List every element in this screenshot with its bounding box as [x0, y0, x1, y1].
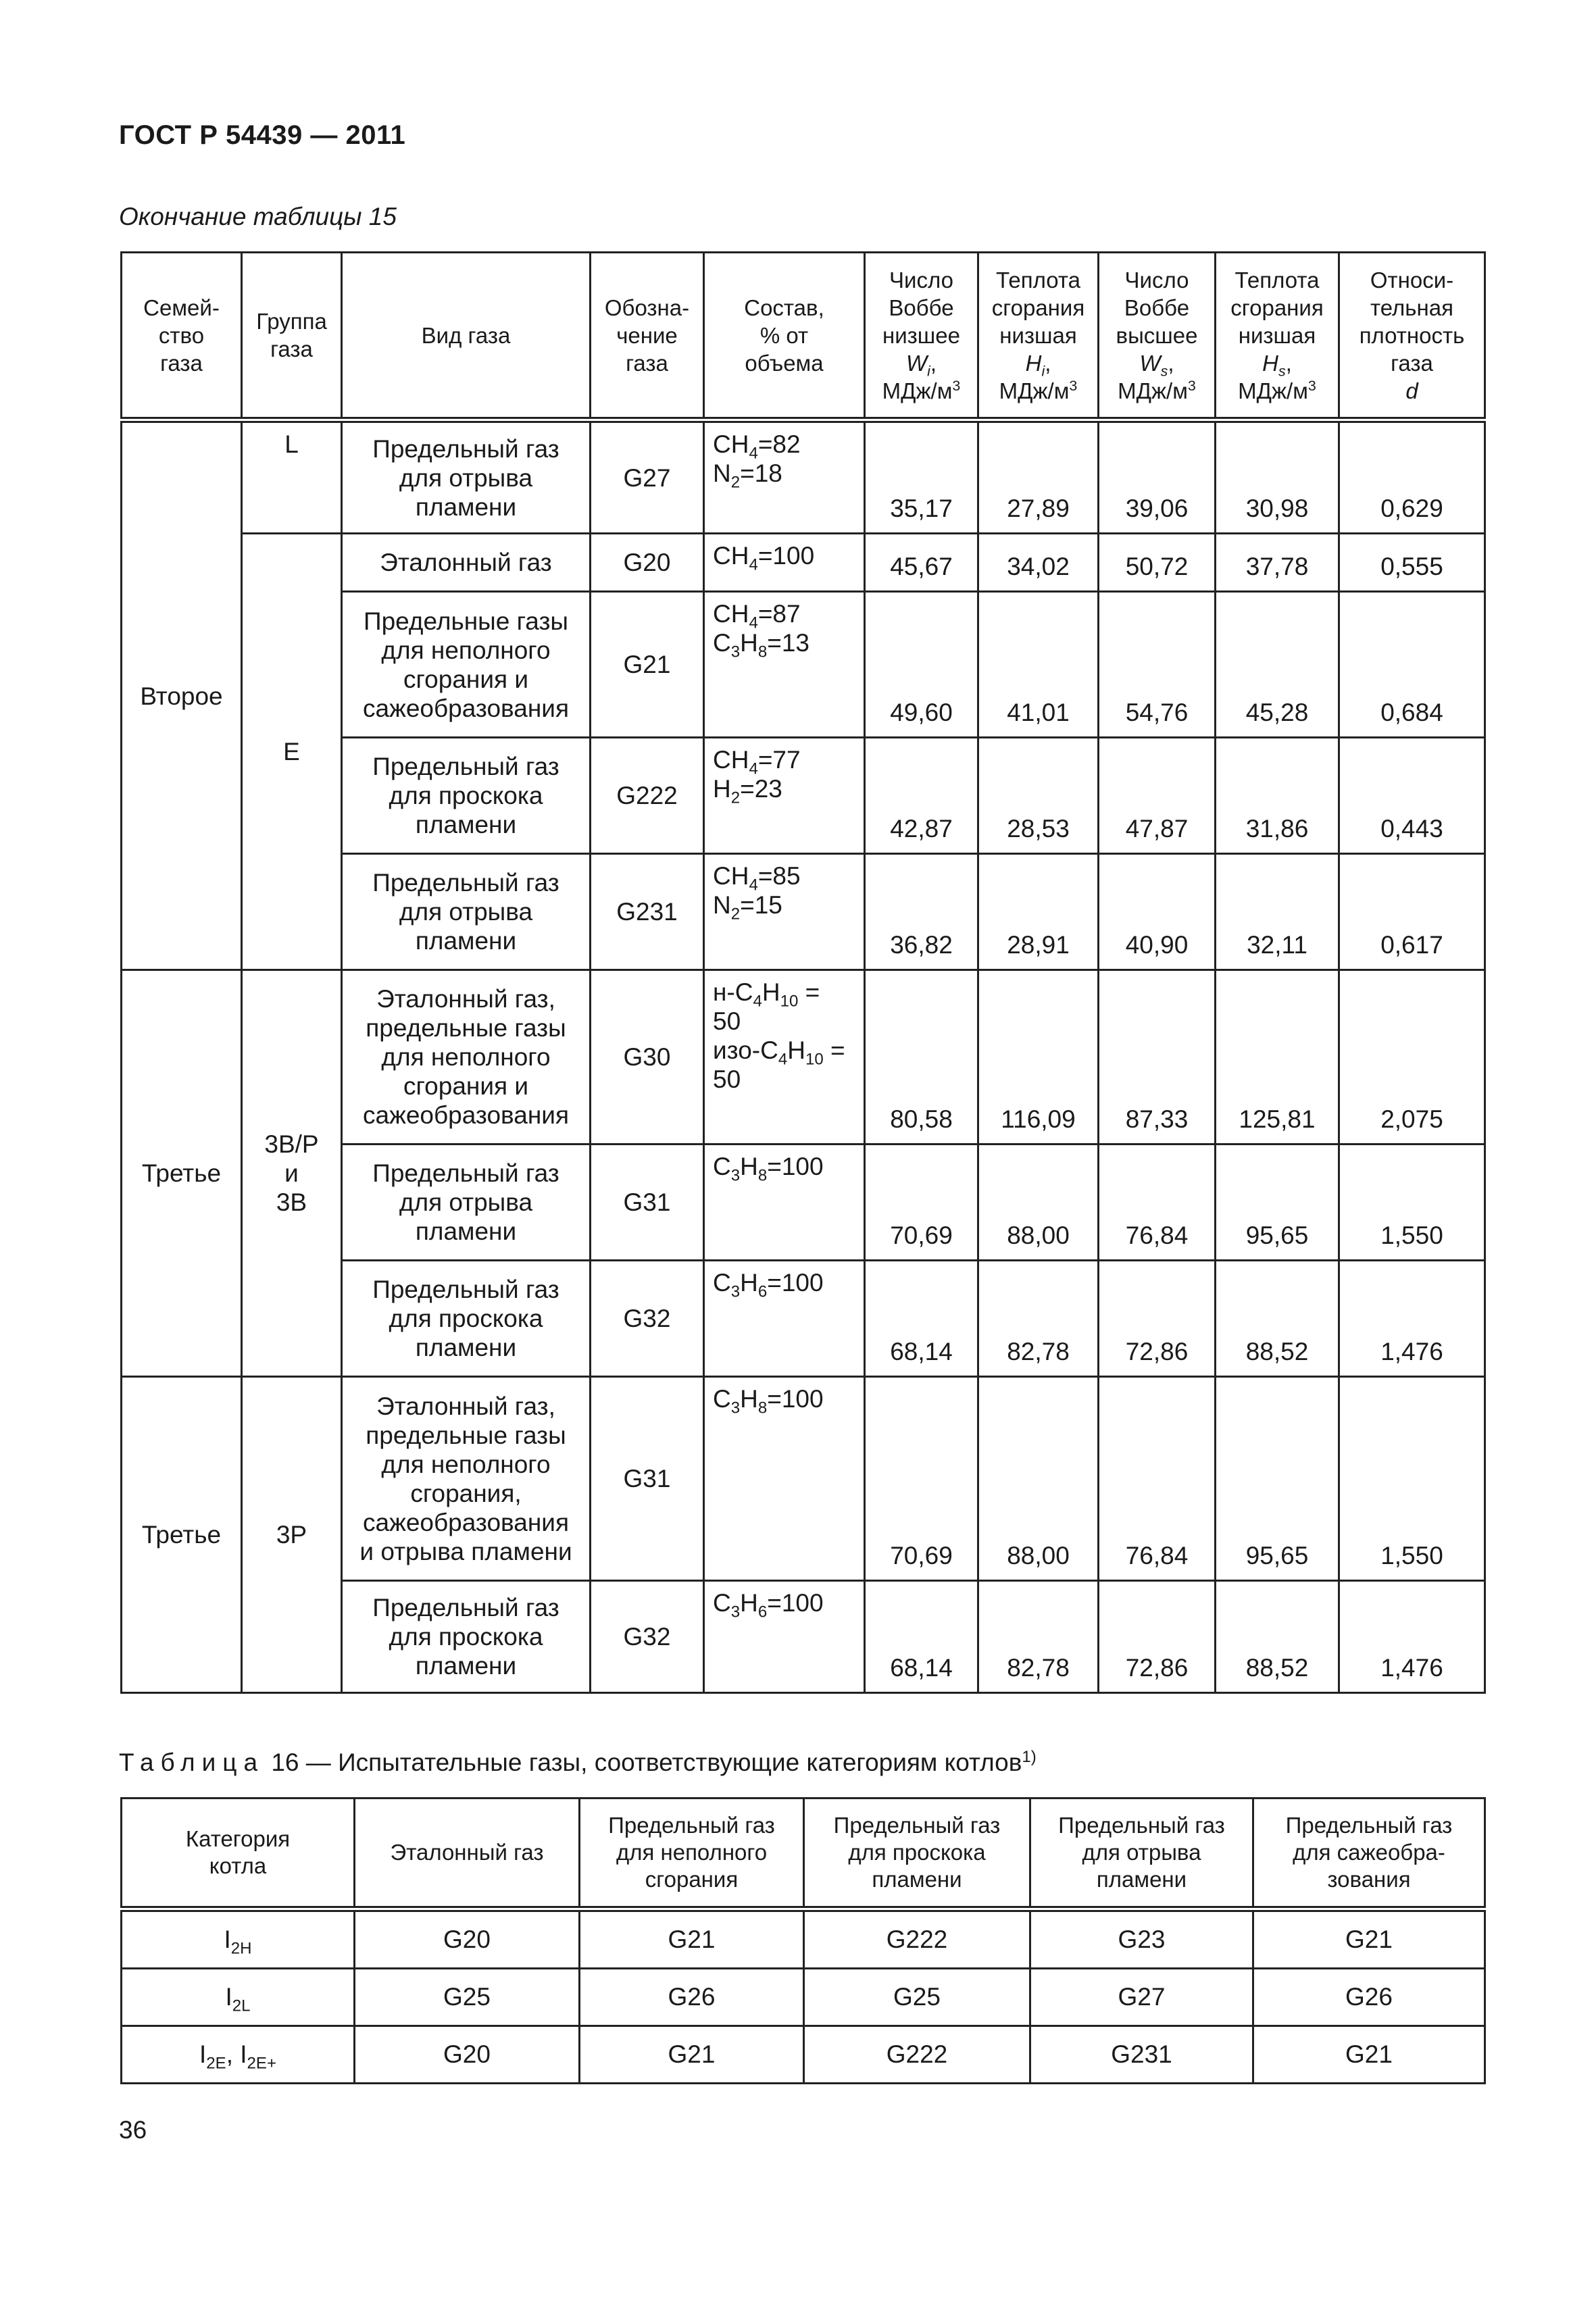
gas-kind-line: для отрыва: [399, 1188, 533, 1216]
flame-lift-cell: G231: [1030, 2026, 1253, 2084]
header-reference-gas: [355, 1799, 580, 1909]
gas-kind-line: предельные газы: [366, 1421, 566, 1449]
header-line: Предельный газ: [1058, 1813, 1225, 1838]
heat-low-cell: 41,01: [978, 592, 1099, 738]
formula-subscript: 3: [730, 1166, 741, 1185]
formula-text: C: [713, 1589, 731, 1617]
reference-gas-cell: G20: [355, 2026, 580, 2084]
group-cell: L: [242, 420, 342, 534]
header-line: пламени: [1096, 1867, 1187, 1892]
header-gas-kind: Вид газа: [342, 253, 591, 420]
gas-code-cell: G30: [591, 970, 704, 1145]
gas-kind-line: сажеобразования: [363, 694, 569, 722]
header-line: для сажеобра-: [1293, 1840, 1445, 1865]
heat-high-cell: 88,52: [1216, 1261, 1339, 1377]
composition-cell: [704, 420, 865, 534]
gas-kind-cell: [342, 592, 591, 738]
formula-text: CH: [713, 746, 749, 774]
formula-text: CH: [713, 600, 749, 628]
formula-text: =100: [767, 1385, 824, 1413]
gas-kind-line: Эталонный газ: [380, 549, 552, 576]
gas-kind-line: для неполного: [381, 636, 551, 664]
header-flame-lift: [1030, 1799, 1253, 1909]
composition-line: [713, 1384, 858, 1417]
composition-line: [713, 1588, 858, 1621]
heat-low-cell: 88,00: [978, 1377, 1099, 1581]
formula-subscript: 2E: [206, 2054, 226, 2073]
gas-kind-line: пламени: [415, 1334, 517, 1361]
heat-high-cell: 37,78: [1216, 534, 1339, 592]
formula-text: =100: [767, 1269, 824, 1297]
family-cell: Второе: [122, 420, 242, 970]
composition-cell: [704, 970, 865, 1145]
formula-subscript: 3: [730, 1399, 741, 1417]
formula-text: =85: [757, 862, 801, 890]
gas-kind-cell: [342, 534, 591, 592]
density-cell: 0,555: [1339, 534, 1485, 592]
gas-kind-line: и отрыва пламени: [359, 1537, 572, 1565]
formula-text: I: [224, 1926, 231, 1953]
formula-text: H: [762, 978, 780, 1006]
formula-text: H: [787, 1036, 805, 1064]
wobbe-low-cell: 70,69: [865, 1145, 978, 1261]
table-row: [122, 420, 1485, 534]
table-row: [122, 534, 1485, 592]
composition-line: [713, 1065, 858, 1094]
heat-high-cell: 88,52: [1216, 1581, 1339, 1693]
composition-line: [713, 430, 858, 463]
wobbe-high-cell: 50,72: [1099, 534, 1216, 592]
composition-cell: [704, 854, 865, 970]
formula-text: I: [240, 2040, 247, 2068]
header-line: для отрыва: [1082, 1840, 1201, 1865]
wobbe-low-cell: 68,14: [865, 1261, 978, 1377]
formula-text: =: [823, 1036, 845, 1064]
reference-gas-cell: G20: [355, 1909, 580, 1969]
wobbe-low-cell: 36,82: [865, 854, 978, 970]
gas-kind-line: предельные газы: [366, 1014, 566, 1042]
density-cell: 0,684: [1339, 592, 1485, 738]
header-line: Эталонный газ: [390, 1840, 544, 1865]
formula-text: =23: [740, 775, 782, 803]
density-cell: 0,443: [1339, 738, 1485, 854]
composition-cell: [704, 738, 865, 854]
header-density: Относи- тельная плотность газа d: [1339, 253, 1485, 420]
formula-subscript: 10: [805, 1050, 824, 1069]
wobbe-low-cell: 68,14: [865, 1581, 978, 1693]
formula-text: =100: [767, 1589, 824, 1617]
gas-code-cell: G21: [591, 592, 704, 738]
formula-text: изо-C: [713, 1036, 778, 1064]
incomplete-combustion-cell: G21: [580, 1909, 804, 1969]
heat-low-cell: 82,78: [978, 1261, 1099, 1377]
composition-line: [713, 599, 858, 632]
gas-kind-line: пламени: [415, 493, 517, 521]
gas-kind-cell: [342, 1261, 591, 1377]
gas-kind-cell: [342, 738, 591, 854]
header-line: Предельный газ: [1285, 1813, 1453, 1838]
composition-line: [713, 890, 858, 924]
gas-kind-line: для неполного: [381, 1450, 551, 1478]
formula-text: 50: [713, 1007, 741, 1035]
header-line: Предельный газ: [833, 1813, 1001, 1838]
formula-text: H: [740, 1589, 758, 1617]
gas-kind-line: Эталонный газ,: [376, 1392, 555, 1420]
gas-kind-line: пламени: [415, 1652, 517, 1680]
formula-text: I: [225, 1983, 232, 2011]
composition-line: [713, 459, 858, 492]
density-cell: 1,550: [1339, 1145, 1485, 1261]
wobbe-high-cell: 72,86: [1099, 1261, 1216, 1377]
gas-kind-line: Предельный газ: [372, 1594, 559, 1621]
incomplete-combustion-cell: G26: [580, 1969, 804, 2026]
wobbe-low-cell: 35,17: [865, 420, 978, 534]
formula-subscript: 6: [757, 1282, 768, 1301]
flashback-cell: G222: [804, 2026, 1030, 2084]
header-line: сгорания: [645, 1867, 739, 1892]
gas-kind-line: для отрыва: [399, 463, 533, 492]
header-line: пламени: [872, 1867, 962, 1892]
formula-text: =82: [757, 430, 801, 458]
heat-high-cell: 45,28: [1216, 592, 1339, 738]
density-cell: 1,476: [1339, 1581, 1485, 1693]
wobbe-low-cell: 70,69: [865, 1377, 978, 1581]
table-row: [122, 1377, 1485, 1581]
formula-subscript: 4: [749, 759, 758, 778]
density-cell: 2,075: [1339, 970, 1485, 1145]
gas-code-cell: G27: [591, 420, 704, 534]
heat-high-cell: 125,81: [1216, 970, 1339, 1145]
formula-subscript: 2: [730, 473, 741, 492]
wobbe-high-cell: 76,84: [1099, 1377, 1216, 1581]
header-line: Категория: [185, 1826, 291, 1851]
formula-text: =13: [767, 629, 809, 657]
gas-kind-line: Предельный газ: [372, 434, 559, 463]
table16-header-row: [122, 1799, 1485, 1909]
formula-text: =100: [767, 1153, 824, 1180]
formula-text: =: [798, 978, 820, 1006]
composition-cell: [704, 534, 865, 592]
gas-kind-line: для проскока: [389, 1305, 543, 1332]
wobbe-high-cell: 72,86: [1099, 1581, 1216, 1693]
composition-line: [713, 774, 858, 807]
formula-text: 50: [713, 1065, 741, 1093]
formula-subscript: 4: [749, 555, 758, 574]
header-line: для неполного: [616, 1840, 768, 1865]
header-heat-high: Теплота сгорания низшая $H_s$, МДж/$м^3$: [1216, 253, 1339, 420]
gas-code-cell: G31: [591, 1377, 704, 1581]
composition-line: [713, 861, 858, 895]
gas-kind-line: пламени: [415, 927, 517, 955]
formula-subscript: 6: [757, 1603, 768, 1621]
formula-text: =77: [757, 746, 801, 774]
composition-cell: [704, 1377, 865, 1581]
formula-text: H: [740, 629, 758, 657]
formula-text: H: [713, 775, 731, 803]
heat-high-cell: 95,65: [1216, 1145, 1339, 1261]
table15-header-row: [122, 253, 1485, 420]
heat-low-cell: 28,53: [978, 738, 1099, 854]
header-line: для проскока: [848, 1840, 986, 1865]
wobbe-low-cell: 42,87: [865, 738, 978, 854]
gas-kind-cell: [342, 1145, 591, 1261]
header-line: Предельный газ: [608, 1813, 775, 1838]
formula-subscript: 4: [753, 992, 762, 1011]
gas-kind-line: для проскока: [389, 782, 543, 809]
formula-subscript: 2: [730, 905, 741, 924]
page-number: 36: [119, 2116, 147, 2144]
formula-text: C: [713, 1269, 731, 1297]
formula-text: H: [740, 1269, 758, 1297]
formula-subscript: 4: [749, 876, 758, 895]
formula-subscript: 4: [778, 1050, 788, 1069]
header-composition: Состав, % от объема: [704, 253, 865, 420]
header-incomplete-combustion: [580, 1799, 804, 1909]
formula-text: н-C: [713, 978, 753, 1006]
formula-subscript: 8: [757, 1166, 768, 1185]
sooting-cell: G26: [1253, 1969, 1485, 2026]
heat-high-cell: 31,86: [1216, 738, 1339, 854]
formula-text: N: [713, 459, 731, 487]
formula-subscript: 3: [730, 1603, 741, 1621]
density-cell: 0,629: [1339, 420, 1485, 534]
formula-text: N: [713, 891, 731, 919]
wobbe-high-cell: 47,87: [1099, 738, 1216, 854]
gas-kind-line: сгорания и: [403, 1072, 528, 1100]
flame-lift-cell: G27: [1030, 1969, 1253, 2026]
gas-kind-line: пламени: [415, 811, 517, 838]
category-cell: [122, 2026, 355, 2084]
heat-low-cell: 28,91: [978, 854, 1099, 970]
gas-kind-cell: [342, 970, 591, 1145]
gas-code-cell: G31: [591, 1145, 704, 1261]
formula-text: H: [740, 1385, 758, 1413]
header-flashback: [804, 1799, 1030, 1909]
gas-kind-line: сгорания,: [410, 1479, 522, 1507]
table16-caption-title: Испытательные газы, соответствующие категориям котлов: [338, 1749, 1022, 1776]
header-line: котла: [209, 1853, 267, 1878]
table16-caption-number: 16 —: [264, 1749, 339, 1776]
group-cell: 3В/Р и 3В: [242, 970, 342, 1377]
composition-line: [713, 1007, 858, 1036]
table-row: [122, 1909, 1485, 1969]
gas-kind-line: Эталонный газ,: [376, 985, 555, 1013]
formula-text: C: [713, 1385, 731, 1413]
composition-line: [713, 745, 858, 778]
composition-line: [713, 1268, 858, 1301]
category-cell: [122, 1909, 355, 1969]
gas-kind-line: Предельный газ: [372, 869, 559, 897]
composition-line: [713, 978, 858, 1011]
wobbe-high-cell: 54,76: [1099, 592, 1216, 738]
group-cell: E: [242, 534, 342, 970]
formula-text: ,: [226, 2040, 241, 2068]
header-designation: Обозна- чение газа: [591, 253, 704, 420]
table-row: [122, 1969, 1485, 2026]
wobbe-high-cell: 87,33: [1099, 970, 1216, 1145]
formula-subscript: 4: [749, 613, 758, 632]
heat-low-cell: 34,02: [978, 534, 1099, 592]
incomplete-combustion-cell: G21: [580, 2026, 804, 2084]
heat-low-cell: 27,89: [978, 420, 1099, 534]
formula-subscript: 2L: [232, 1996, 251, 2015]
formula-text: CH: [713, 430, 749, 458]
gas-code-cell: G231: [591, 854, 704, 970]
formula-text: CH: [713, 862, 749, 890]
formula-text: I: [199, 2040, 207, 2068]
header-line: зования: [1327, 1867, 1411, 1892]
gas-kind-line: Предельный газ: [372, 1159, 559, 1187]
header-heat-low: Теплота сгорания низшая $H_i$, МДж/$м^3$: [978, 253, 1099, 420]
wobbe-high-cell: 40,90: [1099, 854, 1216, 970]
formula-subscript: 3: [730, 643, 741, 661]
gas-kind-cell: [342, 1581, 591, 1693]
formula-subscript: 2H: [230, 1939, 252, 1958]
footnote-mark: 1): [1022, 1747, 1037, 1766]
formula-text: =100: [757, 542, 815, 570]
family-cell: Третье: [122, 1377, 242, 1693]
table15-caption: Окончание таблицы 15: [119, 203, 397, 230]
composition-line: [713, 541, 858, 574]
formula-text: =18: [740, 459, 782, 487]
formula-text: =87: [757, 600, 801, 628]
formula-subscript: 10: [780, 992, 799, 1011]
density-cell: 0,617: [1339, 854, 1485, 970]
gas-code-cell: G222: [591, 738, 704, 854]
table-15: [120, 251, 1486, 1694]
formula-subscript: 2: [730, 788, 741, 807]
density-cell: 1,476: [1339, 1261, 1485, 1377]
wobbe-high-cell: 76,84: [1099, 1145, 1216, 1261]
heat-high-cell: 30,98: [1216, 420, 1339, 534]
header-sooting: [1253, 1799, 1485, 1909]
gas-kind-line: Предельный газ: [372, 753, 559, 780]
formula-subscript: 4: [749, 444, 758, 463]
category-cell: [122, 1969, 355, 2026]
sooting-cell: G21: [1253, 2026, 1485, 2084]
header-wobbe-low: Число Воббе низшее $W_i$, МДж/$м^3$: [865, 253, 978, 420]
flashback-cell: G222: [804, 1909, 1030, 1969]
heat-high-cell: 32,11: [1216, 854, 1339, 970]
formula-subscript: 3: [730, 1282, 741, 1301]
gas-kind-line: для неполного: [381, 1043, 551, 1071]
formula-text: CH: [713, 542, 749, 570]
gas-kind-line: для проскока: [389, 1623, 543, 1651]
composition-cell: [704, 1145, 865, 1261]
header-wobbe-high: Число Воббе высшее $W_s$, МДж/$м^3$: [1099, 253, 1216, 420]
wobbe-high-cell: 39,06: [1099, 420, 1216, 534]
header-group: Группа газа: [242, 253, 342, 420]
gas-kind-cell: [342, 854, 591, 970]
wobbe-low-cell: 49,60: [865, 592, 978, 738]
table-16: [120, 1797, 1486, 2084]
gas-kind-line: Предельные газы: [363, 607, 569, 635]
gas-code-cell: G32: [591, 1581, 704, 1693]
heat-low-cell: 116,09: [978, 970, 1099, 1145]
header-boiler-category: [122, 1799, 355, 1909]
formula-text: C: [713, 629, 731, 657]
group-cell: 3Р: [242, 1377, 342, 1693]
family-cell: Третье: [122, 970, 242, 1377]
wobbe-low-cell: 45,67: [865, 534, 978, 592]
formula-text: C: [713, 1153, 731, 1180]
formula-subscript: 8: [757, 1399, 768, 1417]
gas-kind-cell: [342, 1377, 591, 1581]
formula-subscript: 8: [757, 643, 768, 661]
gas-kind-line: сажеобразования: [363, 1101, 569, 1129]
table-row: [122, 970, 1485, 1145]
gas-kind-line: Предельный газ: [372, 1276, 559, 1303]
flame-lift-cell: G23: [1030, 1909, 1253, 1969]
table16-caption: [119, 1749, 1037, 1777]
composition-line: [713, 628, 858, 661]
header-family: Семей- ство газа: [122, 253, 242, 420]
table16-caption-label: Таблица: [119, 1749, 265, 1776]
gas-code-cell: G20: [591, 534, 704, 592]
heat-high-cell: 95,65: [1216, 1377, 1339, 1581]
composition-cell: [704, 1261, 865, 1377]
composition-cell: [704, 592, 865, 738]
flashback-cell: G25: [804, 1969, 1030, 2026]
formula-text: =15: [740, 891, 782, 919]
document-title: ГОСТ Р 54439 — 2011: [119, 120, 406, 150]
density-cell: 1,550: [1339, 1377, 1485, 1581]
gas-kind-line: сажеобразования: [363, 1508, 569, 1536]
reference-gas-cell: G25: [355, 1969, 580, 2026]
gas-kind-cell: [342, 420, 591, 534]
formula-subscript: 2E+: [247, 2054, 276, 2073]
sooting-cell: G21: [1253, 1909, 1485, 1969]
composition-line: [713, 1036, 858, 1069]
gas-kind-line: сгорания и: [403, 665, 528, 693]
gas-kind-line: пламени: [415, 1217, 517, 1245]
composition-line: [713, 1152, 858, 1185]
composition-cell: [704, 1581, 865, 1693]
heat-low-cell: 88,00: [978, 1145, 1099, 1261]
formula-text: H: [740, 1153, 758, 1180]
gas-kind-line: для отрыва: [399, 898, 533, 926]
heat-low-cell: 82,78: [978, 1581, 1099, 1693]
gas-code-cell: G32: [591, 1261, 704, 1377]
wobbe-low-cell: 80,58: [865, 970, 978, 1145]
table-row: [122, 2026, 1485, 2084]
